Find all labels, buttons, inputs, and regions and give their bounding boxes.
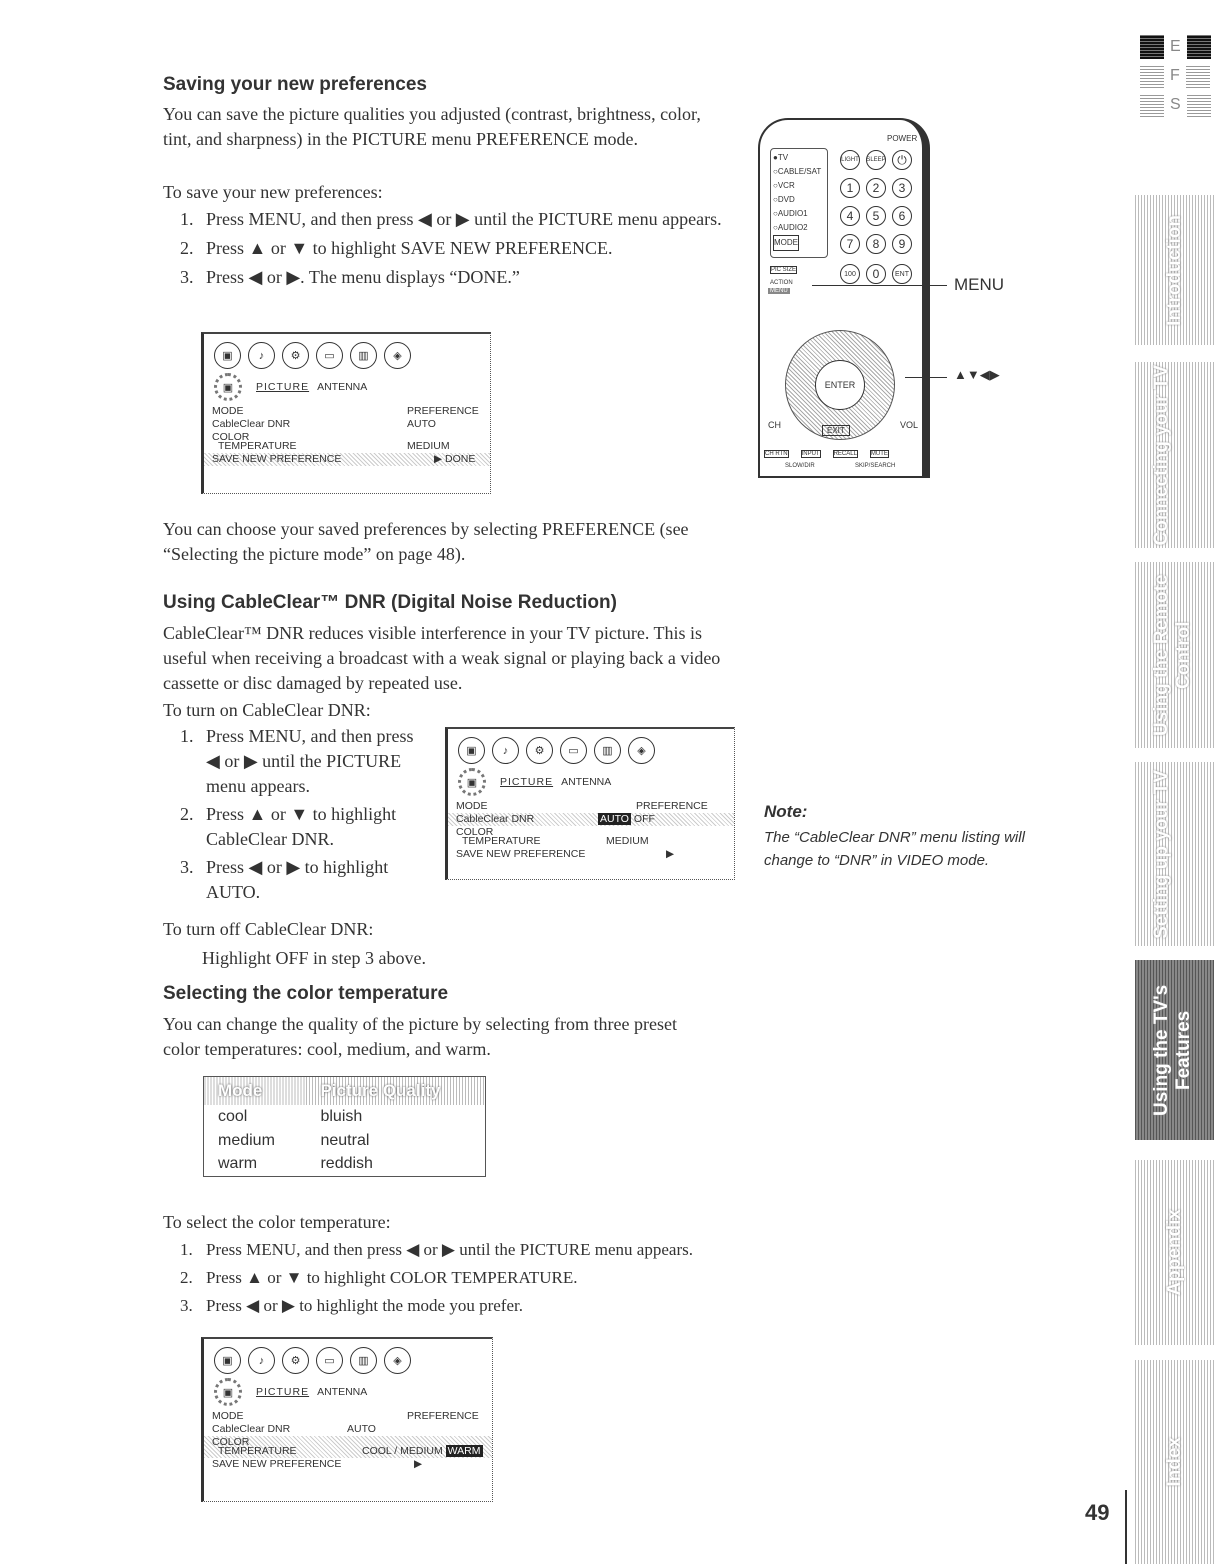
remote-button: 0 — [866, 264, 886, 284]
menu-antenna: ANTENNA — [317, 381, 368, 393]
remote-button: SLEEP — [866, 150, 886, 170]
tab-label: Appendix — [1163, 1209, 1185, 1296]
menu-value: PREFERENCE — [407, 405, 479, 417]
locks-icon: ▥ — [594, 737, 621, 764]
remote-button: 8 — [866, 234, 886, 254]
step: Press ▲ or ▼ to highlight SAVE NEW PREFERENCE. — [206, 238, 613, 258]
step: Press ▲ or ▼ to highlight COLOR TEMPERATURE. — [206, 1268, 578, 1287]
remote-label: ○CABLE/SAT — [773, 167, 822, 176]
step: Press ◀ or ▶ to highlight AUTO. — [206, 857, 389, 902]
language-label: F — [1170, 67, 1180, 84]
remote-button: 9 — [892, 234, 912, 254]
menu-item: CableClear DNR — [212, 1423, 291, 1435]
remote-button: INPUT — [801, 451, 820, 457]
tab-index[interactable] — [1135, 1360, 1214, 1564]
heading-saving: Saving your new preferences — [163, 74, 427, 95]
remote-label: ○VCR — [773, 181, 795, 190]
remote-label: ACTION — [770, 280, 793, 286]
heading-dnr: Using CableClear™ DNR (Digital Noise Reduction) — [163, 592, 617, 613]
color-option-cool: COOL — [362, 1445, 392, 1457]
language-tab-english[interactable] — [1140, 35, 1211, 59]
menu-item: TEMPERATURE — [462, 835, 541, 847]
channel-icon: ▭ — [316, 1347, 343, 1374]
remote-button: 5 — [866, 206, 886, 226]
menu-item-highlighted: SAVE NEW PREFERENCE — [212, 453, 342, 465]
remote-label: CH — [768, 420, 781, 430]
menu-title: PICTURE — [256, 381, 310, 393]
tab-using-remote-control[interactable] — [1135, 562, 1214, 748]
tab-using-tv-features[interactable] — [1135, 960, 1214, 1140]
remote-button: 6 — [892, 206, 912, 226]
picture-icon: ▣ — [458, 768, 486, 796]
applications-icon: ◈ — [628, 737, 655, 764]
menu-title: PICTURE — [256, 1386, 310, 1398]
remote-menu-button: MENU — [770, 288, 788, 294]
menu-value: MEDIUM — [407, 440, 450, 452]
table-row — [204, 1153, 486, 1177]
callout-menu: MENU — [954, 275, 1005, 294]
menu-value: PREFERENCE — [407, 1410, 479, 1422]
menu-title: PICTURE — [500, 776, 554, 788]
table-cell: reddish — [320, 1155, 373, 1173]
dnr-steps: 1. Press MENU, and then press ◀ or ▶ until the PICTURE menu appears. 2. Press ▲ or ▼ to highlight CableClear DNR. 3. Press ◀ or ▶ to highlight AUTO. — [180, 724, 420, 905]
step: Press MENU, and then press ◀ or ▶ until the PICTURE menu appears. — [206, 726, 414, 796]
picture-icon: ▣ — [214, 342, 241, 369]
remote-button: 4 — [840, 206, 860, 226]
menu-item-highlighted: TEMPERATURE — [218, 1445, 297, 1457]
tab-appendix[interactable] — [1135, 1160, 1214, 1345]
remote-control-illustration — [758, 118, 930, 478]
note-title: Note: — [764, 802, 808, 821]
menu-item: SAVE NEW PREFERENCE — [456, 848, 586, 860]
audio-icon: ♪ — [248, 342, 275, 369]
color-lead: To select the color temperature: — [163, 1212, 391, 1232]
table-cell: cool — [218, 1107, 248, 1125]
remote-button: 3 — [892, 178, 912, 198]
dnr-intro: CableClear™ DNR reduces visible interference in your TV picture. This is useful when receiving a broadcast with a weak signal or playing back a video cassette or disc damaged by repeated use. — [163, 623, 721, 693]
remote-label: ●TV — [773, 153, 789, 162]
remote-button: CH RTN — [765, 451, 788, 457]
callout-arrows: ▲▼◀▶ — [954, 367, 1000, 382]
language-label: S — [1170, 96, 1181, 113]
picture-icon: ▣ — [214, 1347, 241, 1374]
remote-button: 2 — [866, 178, 886, 198]
locks-icon: ▥ — [350, 342, 377, 369]
saving-intro: You can save the picture qualities you adjusted (contrast, brightness, color, tint, and sharpness) in the PICTURE menu PREFERENCE mode. — [163, 104, 701, 149]
audio-icon: ♪ — [248, 1347, 275, 1374]
dnr-off-lead: To turn off CableClear DNR: — [163, 919, 374, 939]
remote-button: 100 — [840, 264, 860, 284]
table-cell: warm — [218, 1155, 258, 1173]
tab-label: Connecting your TV — [1150, 364, 1172, 546]
picture-icon: ▣ — [214, 373, 242, 401]
color-intro: You can change the quality of the picture by selecting from three preset color temperatures: cool, medium, and warm. — [163, 1014, 678, 1059]
heading-color: Selecting the color temperature — [163, 983, 449, 1004]
tab-setting-up-your-tv[interactable] — [1135, 762, 1214, 946]
table-cell: medium — [218, 1131, 275, 1149]
remote-mode-button: MODE — [773, 235, 799, 251]
note-text: The “CableClear DNR” menu listing will change to “DNR” in VIDEO mode. — [764, 829, 1025, 869]
remote-button: 1 — [840, 178, 860, 198]
remote-label: ○AUDIO2 — [773, 223, 808, 232]
step: Press ▲ or ▼ to highlight CableClear DNR. — [206, 804, 397, 849]
step: Press ◀ or ▶. The menu displays “DONE.” — [206, 267, 520, 287]
saving-steps: 1. Press MENU, and then press ◀ or ▶ until the PICTURE menu appears. 2. Press ▲ or ▼ to highlight SAVE NEW PREFERENCE. 3. Press ◀ or ▶. The menu displays “DONE.” — [180, 207, 740, 290]
menu-value: AUTO — [407, 418, 436, 430]
tab-label: Setting up your TV — [1150, 769, 1172, 939]
step: Press MENU, and then press ◀ or ▶ until the PICTURE menu appears. — [206, 209, 722, 229]
language-tab-spanish[interactable] — [1140, 93, 1211, 117]
step: Press MENU, and then press ◀ or ▶ until the PICTURE menu appears. — [206, 1240, 693, 1259]
menu-item-highlighted: COLOR — [212, 1436, 250, 1448]
remote-button: RECALL — [833, 451, 857, 457]
color-temperature-table — [203, 1076, 486, 1177]
channel-icon: ▭ — [316, 342, 343, 369]
language-tab-french[interactable] — [1140, 64, 1210, 88]
remote-button: LIGHT — [840, 150, 860, 170]
menu-value: ▶ — [666, 848, 675, 860]
step: Press ◀ or ▶ to highlight the mode you prefer. — [206, 1296, 523, 1315]
setup-icon: ⚙ — [282, 1347, 309, 1374]
menu-antenna: ANTENNA — [561, 776, 612, 788]
picture-menu-dnr — [445, 727, 735, 880]
color-option-medium: MEDIUM — [400, 1445, 443, 1457]
menu-item: MODE — [212, 405, 244, 417]
picture-icon: ▣ — [458, 737, 485, 764]
menu-item: MODE — [212, 1410, 244, 1422]
applications-icon: ◈ — [384, 1347, 411, 1374]
remote-button: 7 — [840, 234, 860, 254]
tab-label: Using the Remote Control — [1150, 574, 1194, 736]
menu-item: COLOR — [456, 826, 494, 838]
table-header: Picture Quality — [306, 1077, 485, 1105]
language-label: E — [1170, 38, 1181, 55]
menu-item-highlighted: CableClear DNR — [456, 813, 535, 825]
locks-icon: ▥ — [350, 1347, 377, 1374]
remote-exit-button: EXIT — [822, 425, 850, 436]
table-row — [204, 1129, 486, 1153]
menu-antenna: ANTENNA — [317, 1386, 368, 1398]
dnr-off-text: Highlight OFF in step 3 above. — [202, 948, 426, 968]
saving-after: You can choose your saved preferences by selecting PREFERENCE (see “Selecting the picture mode” on page 48). — [163, 519, 689, 564]
channel-icon: ▭ — [560, 737, 587, 764]
tab-connecting-your-tv[interactable] — [1135, 362, 1214, 548]
tab-label: Using the TV's Features — [1150, 984, 1194, 1116]
table-row — [204, 1105, 486, 1129]
picture-menu-color: ▣ ♪ ⚙ ▭ ▥ ◈ ▣ PICTURE ANTENNA MODE PREFERENCE CableClear DNR AUTO COLOR TEMPERATURE COOL / MEDIUM WARM SAVE NEW PREFERENCE ▶ — [201, 1337, 493, 1502]
setup-icon: ⚙ — [282, 342, 309, 369]
page-number-divider — [1125, 1490, 1127, 1564]
remote-label: POWER — [887, 134, 918, 143]
menu-item: MODE — [456, 800, 488, 812]
power-icon: ⏻ — [892, 150, 912, 170]
dnr-option-off: OFF — [633, 813, 655, 825]
setup-icon: ⚙ — [526, 737, 553, 764]
menu-value: MEDIUM — [606, 835, 649, 847]
dnr-lead: To turn on CableClear DNR: — [163, 700, 371, 720]
tab-label: Introduction — [1163, 214, 1185, 326]
tab-label: Index — [1163, 1437, 1185, 1487]
table-cell: bluish — [320, 1107, 363, 1125]
remote-label: SKIP/SEARCH — [855, 463, 896, 469]
menu-value: PREFERENCE — [636, 800, 708, 812]
remote-button: PIC SIZE — [771, 267, 797, 273]
menu-item: TEMPERATURE — [218, 440, 297, 452]
color-option-warm: WARM — [447, 1445, 481, 1457]
remote-button: ENT — [892, 264, 912, 284]
remote-button: MUTE — [870, 451, 888, 457]
table-cell: neutral — [320, 1131, 370, 1149]
tab-introduction[interactable] — [1135, 195, 1214, 345]
remote-label: ○AUDIO1 — [773, 209, 808, 218]
menu-value: ▶ DONE — [434, 453, 476, 465]
menu-value: AUTO — [347, 1423, 376, 1435]
dnr-option-auto: AUTO — [600, 813, 629, 825]
remote-enter-button: ENTER — [815, 360, 865, 410]
picture-menu-save — [201, 332, 491, 494]
menu-value: ▶ — [414, 1458, 423, 1470]
saving-lead: To save your new preferences: — [163, 182, 383, 202]
remote-label: ○DVD — [773, 195, 795, 204]
audio-icon: ♪ — [492, 737, 519, 764]
picture-icon: ▣ — [214, 1378, 242, 1406]
remote-label: SLOW/DIR — [785, 463, 815, 469]
table-header: Mode — [204, 1077, 307, 1105]
menu-item: CableClear DNR — [212, 418, 291, 430]
menu-item: COLOR — [212, 431, 250, 443]
page-number: 49 — [1085, 1500, 1110, 1525]
applications-icon: ◈ — [384, 342, 411, 369]
remote-label: VOL — [900, 420, 919, 430]
menu-item: SAVE NEW PREFERENCE — [212, 1458, 342, 1470]
color-steps: 1. Press MENU, and then press ◀ or ▶ until the PICTURE menu appears. 2. Press ▲ or ▼ to highlight COLOR TEMPERATURE. 3. Press ◀ or ▶ to highlight the mode you prefer. — [180, 1237, 780, 1318]
